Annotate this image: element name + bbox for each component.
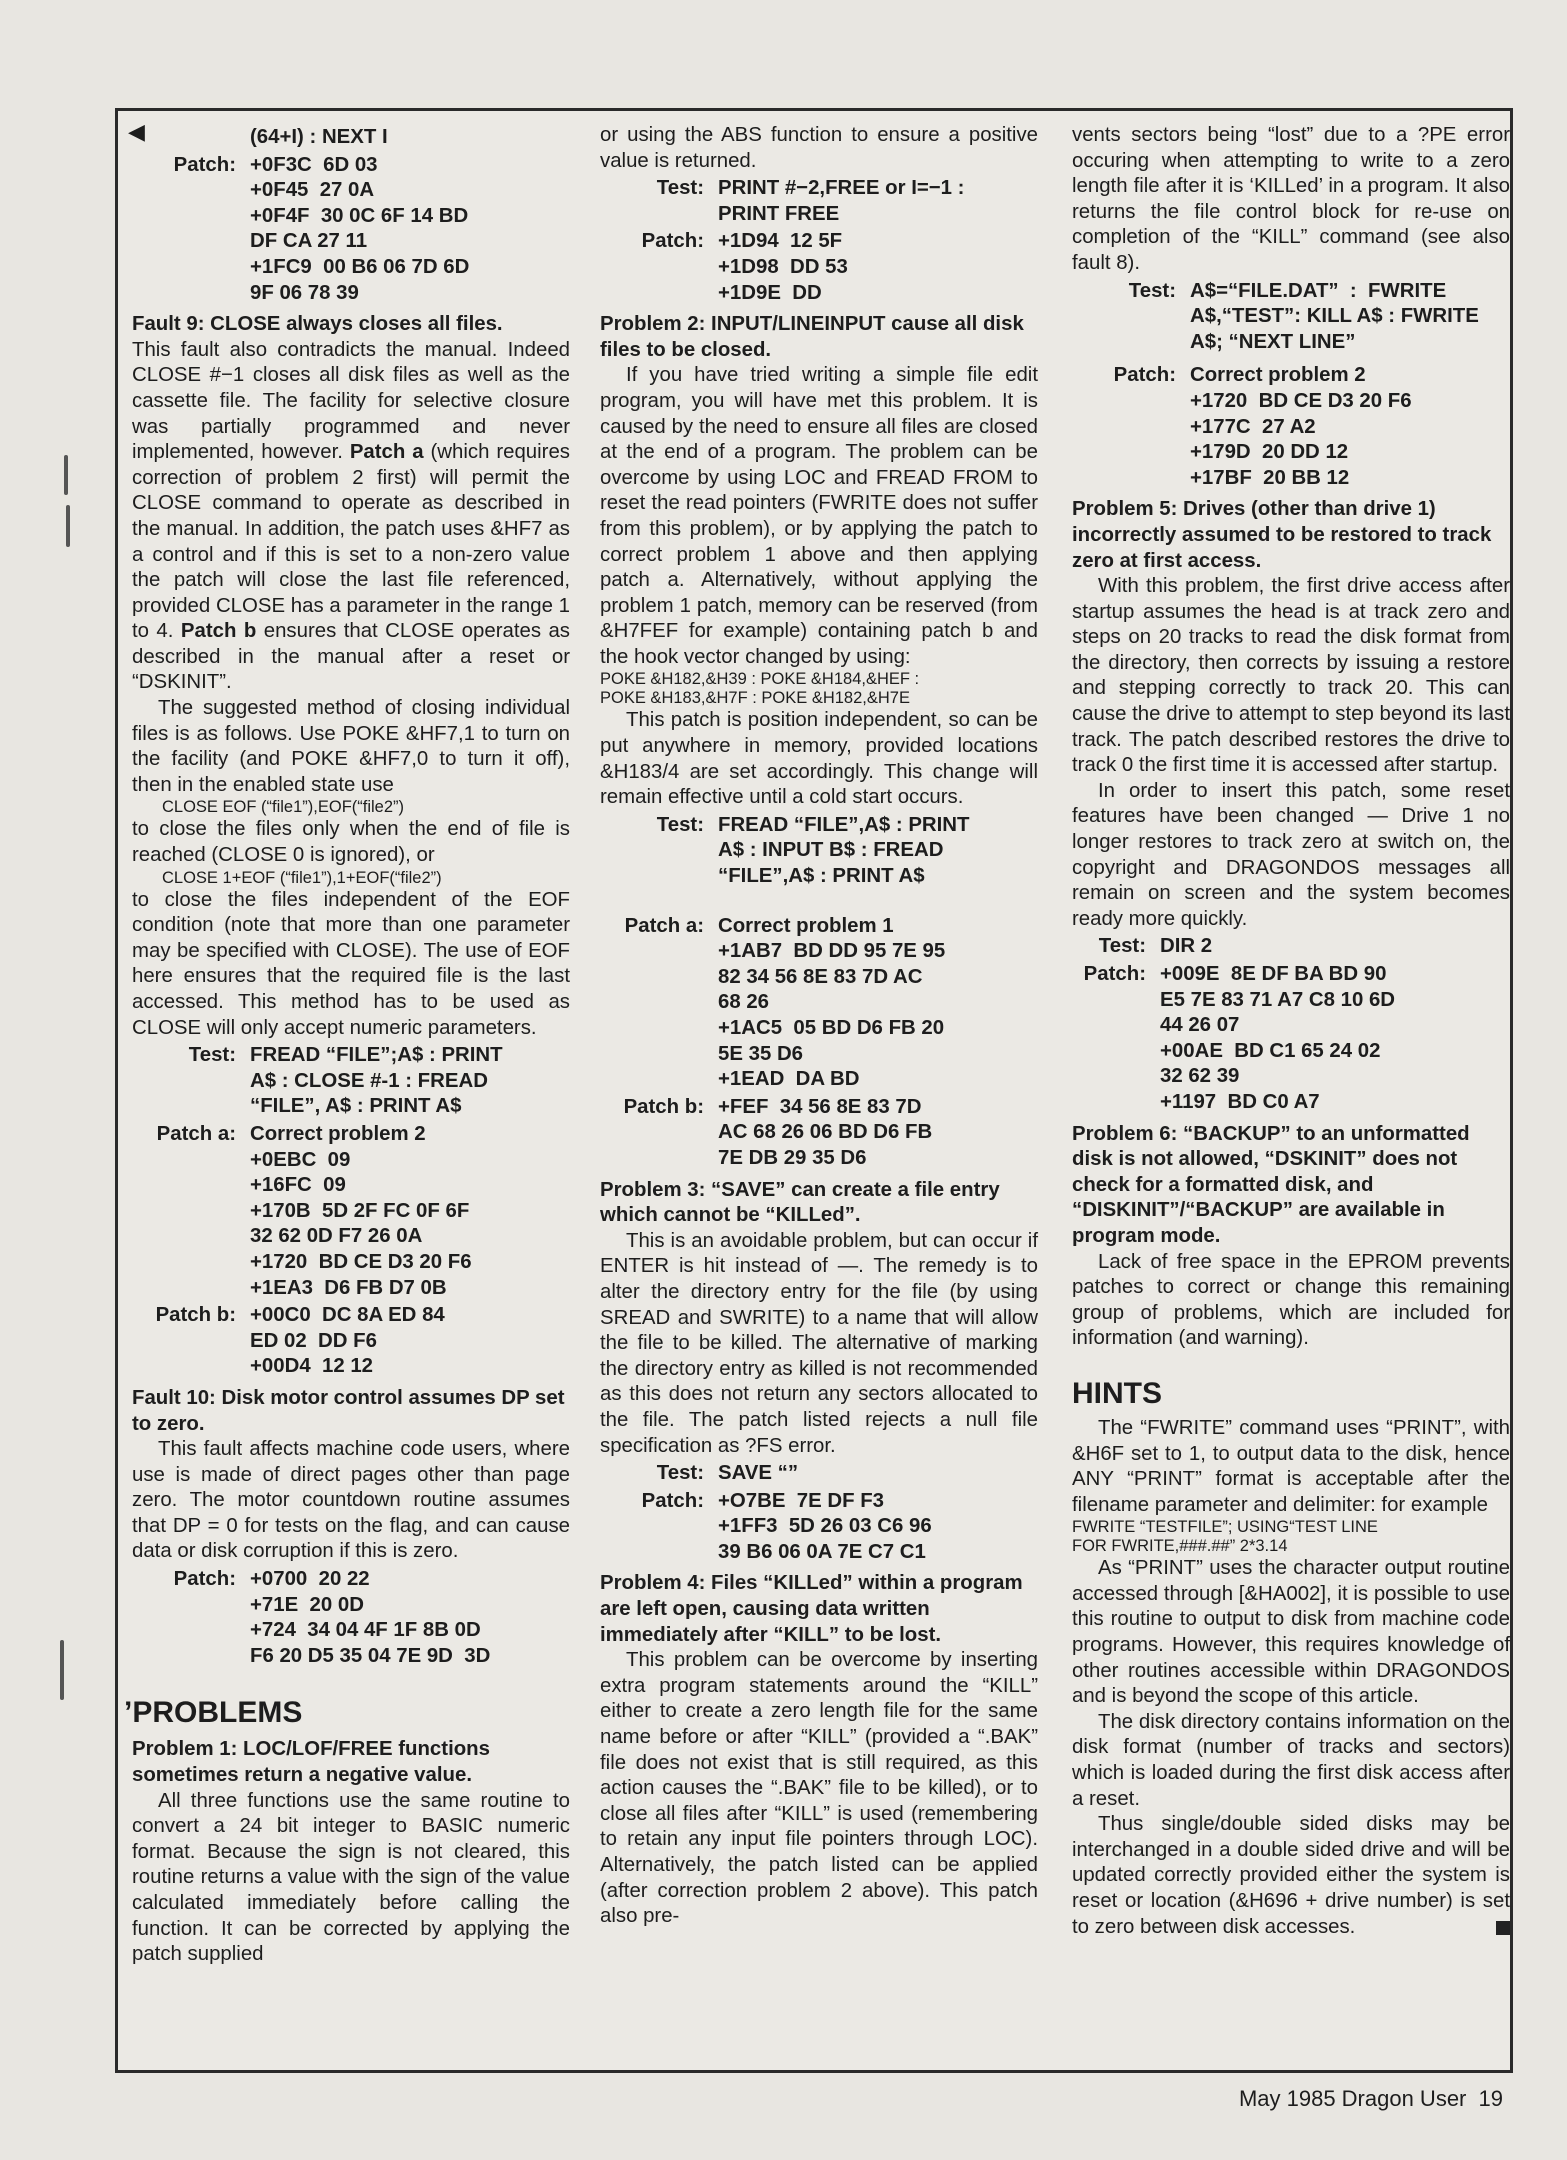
column-1: [124, 123, 570, 1968]
patch-b-block: Patch b: +FEF 34 56 8E 83 7D AC 68 26 06 BD D6 FB 7E DB 29 35 D6: [623, 1095, 933, 1169]
fault9-paragraph-2: The suggested method of closing individual files is as follows. Use POKE &HF7,1 to turn on the facility (and POKE &HF7,0 to turn it off), then in the enabled state use: [132, 697, 570, 796]
patch-a-block: Patch a: Correct problem 1 +1AB7 BD DD 95 7E 95 82 34 56 8E 83 7D AC 68 26 +1AC5 05 BD D6 FB 20 5E 35 D6 +1EAD DA BD: [624, 914, 946, 1091]
continued-arrow-icon: ◀: [128, 119, 145, 144]
problem4-heading: Problem 4: Files “KILLed” within a program are left open, causing data written immediately after “KILL” to be lost.: [600, 1572, 1023, 1646]
problem2-paragraph: If you have tried writing a simple file edit program, you will have met this problem. It is caused by the need to ensure all files are closed at the end of a program. The problem can be overcome by using LOC and FREAD FROM to reset the read pointers (FWRITE does not suffer from this problem), or by applying the patch to correct problem 1 above and then applying patch a. Alternatively, without applying the problem 1 patch, memory can be reserved (from &H7FEF for example) containing patch b and the hook vector changed by using:: [600, 364, 1038, 668]
poke-line: POKE &H183,&H7F : POKE &H182,&H7E: [600, 689, 910, 708]
poke-line: POKE &H182,&H39 : POKE &H184,&HEF :: [600, 670, 920, 689]
code-line: +1FC9 00 B6 06 7D 6D: [250, 255, 470, 278]
problem3-paragraph: This is an avoidable problem, but can occur if ENTER is hit instead of —. The remedy is to alter the directory entry for the file (by using SREAD and SWRITE) to a name that will allow the file to be killed. The alternative of marking the directory entry as killed is not recommended as this does not return any sectors allocated to the file. The patch listed rejects a null file specification as ?FS error.: [600, 1229, 1038, 1457]
hints-paragraph-1: The “FWRITE” command uses “PRINT”, with &H6F set to 1, to output data to the disk, hence ANY “PRINT” format is acceptable after the filename parameter and delimiter: for example: [1072, 1416, 1510, 1516]
test-block: Test: PRINT #−2,FREE or I=−1 : PRINT FREE: [656, 177, 965, 225]
problem4-paragraph-cont: vents sectors being “lost” due to a ?PE error occuring when attempting to write to a zero length file after it is ‘KILLed’ in a program. It also returns the file control block for re-use on completion of the “KILL” command (see also fault 8).: [1072, 124, 1510, 274]
patch-block: Patch: Correct problem 2 +1720 BD CE D3 20 F6 +177C 27 A2 +179D 20 DD 12 +17BF 20 BB 12: [1113, 364, 1412, 489]
problem1-paragraph: All three functions use the same routine to convert a 24 bit integer to BASIC numeric format. Because the sign is not cleared, this routine returns a value with the sign of the value calculated immediately before calling the function. It can be corrected by applying the patch supplied: [132, 1789, 570, 1966]
column-3: [1072, 123, 1510, 1940]
code-line: +0F4F 30 0C 6F 14 BD: [250, 204, 469, 227]
problem1-paragraph-cont: or using the ABS function to ensure a positive value is returned.: [600, 124, 1038, 172]
fault9-paragraph-4: to close the files independent of the EOF condition (note that more than one parameter may be specified with CLOSE). The use of EOF here ensures that the required file is the last accessed. This method has to be used as CLOSE will only accept numeric parameters.: [132, 888, 570, 1039]
end-of-article-icon: [1496, 1921, 1510, 1935]
test-block-5: Test: DIR 2: [1098, 935, 1213, 958]
problem2-paragraph-2: This patch is position independent, so can be put anywhere in memory, provided locations &H183/4 are set accordingly. This change will remain effective until a cold start occurs.: [600, 709, 1038, 809]
code-line: 9F 06 78 39: [250, 281, 359, 304]
patch-block: [132, 153, 570, 307]
page-footer: [1233, 2086, 1503, 2112]
code-line: +0F45 27 0A: [250, 179, 375, 202]
problems-section-title: ’PROBLEMS: [124, 1696, 303, 1730]
problem1-heading: Problem 1: LOC/LOF/FREE functions sometimes return a negative value.: [132, 1738, 490, 1787]
hints-code-line: FOR FWRITE,###.##” 2*3.14: [1072, 1537, 1288, 1556]
article-frame: [115, 108, 1513, 2073]
patch-a-block: Patch a: Correct problem 2 +0EBC 09 +16FC 09 +170B 5D 2F FC 0F 6F 32 62 0D F7 26 0A +1720 BD CE D3 20 F6 +1EA3 D6 FB D7 0B: [156, 1122, 472, 1299]
problem5-paragraph: With this problem, the first drive access after startup assumes the head is at track zero and steps on 20 tracks to read the disk format from the directory, then corrects by issuing a restore and stepping correctly to track 20. This can cause the drive to attempt to step beyond its last track. The patch described restores the drive to track 0 the first time it is accessed after startup.: [1072, 575, 1510, 777]
fault10-heading: Fault 10: Disk motor control assumes DP set to zero.: [132, 1386, 565, 1435]
hints-paragraph-4: Thus single/double sided disks may be interchanged in a double sided drive and will be updated correctly provided either the system is reset or location (&H696 + drive number) is set to zero between disk accesses.: [1072, 1813, 1510, 1938]
code-continuation: [132, 125, 570, 151]
hints-paragraph-3: The disk directory contains information on the disk format (number of tracks and sectors) which is loaded during the first disk access after a reset.: [1072, 1710, 1510, 1810]
fault10-paragraph: This fault affects machine code users, where use is made of direct pages other than page zero. The motor countdown routine assumes that DP = 0 for tests on the flag, and can cause data or disk corruption if this is zero.: [132, 1438, 570, 1563]
problem3-heading: Problem 3: “SAVE” can create a file entry which cannot be “KILLed”.: [600, 1178, 1000, 1227]
code-line: (64+I) : NEXT I: [250, 126, 388, 148]
patch-block-3: Patch: +O7BE 7E DF F3 +1FF3 5D 26 03 C6 96 39 B6 06 0A 7E C7 C1: [641, 1489, 932, 1563]
problem2-heading: Problem 2: INPUT/LINEINPUT cause all disk files to be closed.: [600, 313, 1024, 361]
column-2: [600, 123, 1038, 1930]
patch-block-5: Patch: +009E 8E DF BA BD 90 E5 7E 83 71 A7 C8 10 6D 44 26 07 +00AE BD C1 65 24 02 32 62 39 +1197 BD C0 A7: [1083, 963, 1396, 1113]
problem5-heading: Problem 5: Drives (other than drive 1) incorrectly assumed to be restored to track zero at first access.: [1072, 498, 1492, 572]
test-block-2: Test: FREAD “FILE”,A$ : PRINT A$ : INPUT B$ : FREAD “FILE”,A$ : PRINT A$: [656, 813, 970, 888]
margin-mark: [66, 505, 70, 547]
problem6-heading: Problem 6: “BACKUP” to an unformatted disk is not allowed, “DSKINIT” does not check for a formatted disk, and “DISKINIT”/“BACKUP” are available in program mode.: [1072, 1122, 1470, 1247]
problem5-paragraph-2: In order to insert this patch, some reset features have been changed — Drive 1 no longer restores to track zero at switch on, the copyright and DRAGONDOS messages all remain on screen and the system becomes ready more quickly.: [1072, 779, 1510, 930]
fault9-paragraph: This fault also contradicts the manual. Indeed CLOSE #−1 closes all disk files as well as the cassette file. The facility for selective closure was partially programmed and never implemented, however. Patch a (which requires correction of problem 2 first) will permit the CLOSE command to operate as described in the manual. In addition, the patch uses &HF7 as a control and if this is set to a non-zero value the patch will close the last file referenced, provided CLOSE has a parameter in the range 1 to 4. Patch b ensures that CLOSE operates as described in the manual after a reset or “DSKINIT”.: [132, 338, 570, 694]
code-line: DF CA 27 11: [250, 230, 368, 253]
code-line: +0F3C 6D 03: [250, 153, 378, 176]
patch-10-block: Patch: +0700 20 22 +71E 20 0D +724 34 04 4F 1F 8B 0D F6 20 D5 35 04 7E 9D 3D: [173, 1568, 491, 1667]
test-block: Test: A$=“FILE.DAT” : FWRITE A$,“TEST”: KILL A$ : FWRITE A$; “NEXT LINE”: [1128, 279, 1479, 353]
margin-mark: [64, 455, 68, 495]
test-block: Test: FREAD “FILE”;A$ : PRINT A$ : CLOSE #-1 : FREAD “FILE”, A$ : PRINT A$: [188, 1044, 503, 1118]
code-close-1eof: CLOSE 1+EOF (“file1”),1+EOF(“file2”): [162, 868, 442, 887]
patch-label: Patch:: [173, 153, 236, 176]
fault9-heading: Fault 9: CLOSE always closes all files.: [132, 313, 503, 336]
code-close-eof: CLOSE EOF (“file1”),EOF(“file2”): [162, 798, 405, 817]
patch-block: Patch: +1D94 12 5F +1D98 DD 53 +1D9E DD: [641, 230, 848, 304]
problem6-paragraph: Lack of free space in the EPROM prevents patches to correct or change this remaining group of problems, which are included for information (and warning).: [1072, 1250, 1510, 1350]
hints-code-line: FWRITE “TESTFILE”; USING“TEST LINE: [1072, 1518, 1378, 1537]
problem4-paragraph: This problem can be overcome by inserting extra program statements around the “KILL” either to create a zero length file for the same name before or after “KILL” (provided a “.BAK” file does not exist that is still required, as this action causes the “.BAK” file to be killed), or to close all files after “KILL” is used (remembering to retain any input file pointers through LOC). Alternatively, the patch listed can be applied (after correction problem 2 above). This patch also pre-: [600, 1649, 1038, 1928]
test-block-3: Test: SAVE “”: [656, 1462, 799, 1485]
margin-mark: [60, 1640, 64, 1700]
hints-section-title: HINTS: [1072, 1376, 1162, 1410]
footer-page-number: 19: [1478, 2086, 1503, 2111]
footer-issue: May 1985 Dragon User: [1238, 2086, 1467, 2111]
patch-b-block: Patch b: +00C0 DC 8A ED 84 ED 02 DD F6 +00D4 12 12: [155, 1304, 445, 1378]
fault9-paragraph-3: to close the files only when the end of file is reached (CLOSE 0 is ignored), or: [132, 818, 570, 867]
hints-paragraph-2: As “PRINT” uses the character output routine accessed through [&HA002], it is possible to use this routine to output to disk from machine code programs. However, this requires knowledge of other routines accessible within DRAGONDOS and is beyond the scope of this article.: [1072, 1557, 1510, 1708]
